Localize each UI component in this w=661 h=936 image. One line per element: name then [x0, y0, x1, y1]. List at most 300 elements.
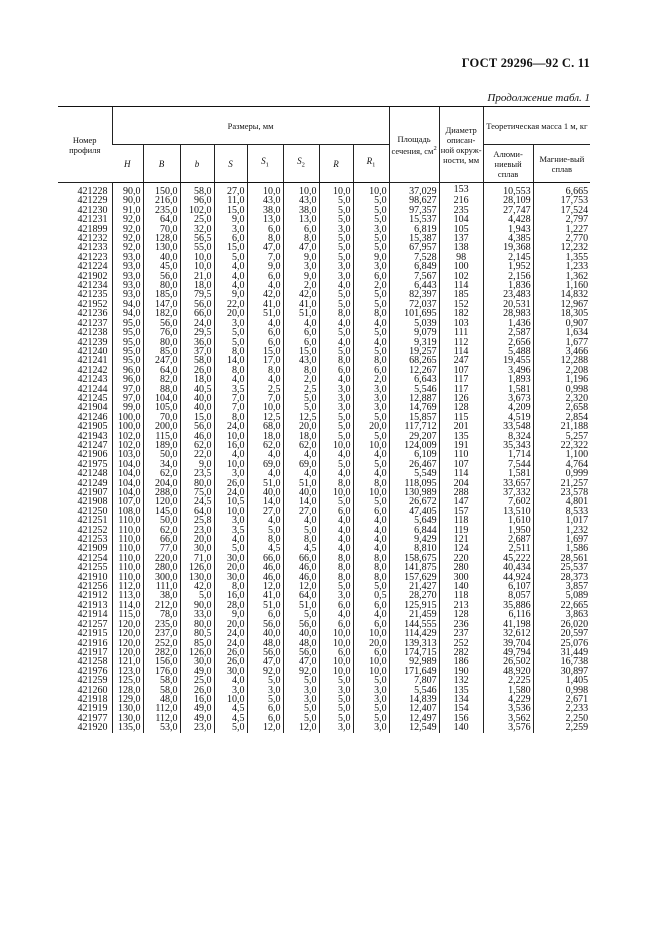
- cell-profile-number: 421247: [77, 439, 108, 451]
- cell-S: 16,0: [214, 591, 247, 600]
- cell-H: 130,0: [112, 704, 143, 713]
- cell-S2: 5,0: [283, 394, 319, 403]
- cell-S2: 47,0: [283, 243, 319, 252]
- cell-mass-magn: 21,257: [533, 479, 590, 488]
- cell-area: 5,039: [389, 319, 439, 328]
- cell-mass-alum: 8,324: [483, 432, 533, 441]
- cell-B: 70,0: [143, 225, 180, 234]
- cell-b: 40,0: [180, 394, 214, 403]
- cell-S1: 48,0: [247, 639, 283, 648]
- cell-S: 5,0: [214, 253, 247, 262]
- cell-S: 4,5: [214, 704, 247, 713]
- cell-S1: 12,0: [247, 723, 283, 732]
- cell-S1: 38,0: [247, 206, 283, 215]
- cell-S: 20,0: [214, 620, 247, 629]
- cell-B: 150,0: [143, 183, 180, 197]
- cell-b: 126,0: [180, 648, 214, 657]
- cell-H: 90,0: [112, 196, 143, 205]
- cell-H: 95,0: [112, 338, 143, 347]
- cell-mass-magn: 28,373: [533, 573, 590, 582]
- cell-mass-magn: 0,998: [533, 686, 590, 695]
- cell-mass-alum: 49,794: [483, 648, 533, 657]
- cell-diameter: 135: [439, 432, 483, 441]
- cell-profile-number: 421913: [77, 599, 108, 611]
- cell-S: 3,0: [214, 469, 247, 478]
- cell-mass-alum: 1,943: [483, 225, 533, 234]
- cell-mass-magn: 1,100: [533, 450, 590, 459]
- cell-mass-alum: 1,580: [483, 686, 533, 695]
- cell-b: 26,0: [180, 686, 214, 695]
- cell-profile-number: 421252: [77, 524, 108, 536]
- cell-mass-magn: 26,020: [533, 620, 590, 629]
- cell-mass-alum: 3,576: [483, 723, 533, 732]
- cell-S1: 46,0: [247, 573, 283, 582]
- cell-H: 107,0: [112, 497, 143, 506]
- cell-B: 212,0: [143, 601, 180, 610]
- cell-S: 7,0: [214, 394, 247, 403]
- cell-H: 108,0: [112, 507, 143, 516]
- cell-area: 82,397: [389, 290, 439, 299]
- cell-profile-number: 421253: [77, 534, 108, 546]
- cell-S1: 10,0: [247, 183, 283, 197]
- cell-diameter: 247: [439, 356, 483, 365]
- cell-B: 147,0: [143, 300, 180, 309]
- profiles-table: [58, 106, 590, 733]
- cell-S1: 7,0: [247, 253, 283, 262]
- cell-H: 92,0: [112, 243, 143, 252]
- cell-S1: 17,0: [247, 356, 283, 365]
- cell-B: 104,0: [143, 394, 180, 403]
- cell-area: 7,567: [389, 272, 439, 281]
- cell-B: 66,0: [143, 535, 180, 544]
- cell-R1: 5,0: [353, 432, 389, 441]
- cell-R: 5,0: [319, 432, 353, 441]
- cell-B: 105,0: [143, 403, 180, 412]
- cell-b: 29,5: [180, 328, 214, 337]
- cell-b: 37,0: [180, 347, 214, 356]
- cell-R1: 3,0: [353, 262, 389, 271]
- cell-b: 18,0: [180, 281, 214, 290]
- header-diameter: Диаметр описан-ной окруж-ности, мм: [439, 107, 483, 183]
- cell-b: 96,0: [180, 196, 214, 205]
- cell-R1: 5,0: [353, 714, 389, 723]
- cell-mass-alum: 28,983: [483, 309, 533, 318]
- cell-S1: 4,0: [247, 469, 283, 478]
- cell-B: 56,0: [143, 319, 180, 328]
- cell-H: 104,0: [112, 460, 143, 469]
- cell-S1: 4,0: [247, 319, 283, 328]
- cell-R1: 10,0: [353, 183, 389, 197]
- cell-mass-magn: 23,578: [533, 488, 590, 497]
- table-row: [58, 183, 590, 197]
- cell-mass-magn: 6,665: [533, 183, 590, 197]
- cell-S2: 5,0: [283, 714, 319, 723]
- cell-R: 3,0: [319, 403, 353, 412]
- cell-mass-magn: 2,250: [533, 714, 590, 723]
- cell-S2: 18,0: [283, 432, 319, 441]
- cell-R1: 6,0: [353, 507, 389, 516]
- cell-diameter: 98: [439, 253, 483, 262]
- cell-mass-alum: 3,496: [483, 366, 533, 375]
- cell-R: 10,0: [319, 488, 353, 497]
- cell-profile-number: 421240: [77, 345, 108, 357]
- cell-R1: 4,0: [353, 526, 389, 535]
- cell-R1: 4,0: [353, 338, 389, 347]
- cell-S2: 4,0: [283, 450, 319, 459]
- cell-mass-magn: 2,854: [533, 413, 590, 422]
- cell-mass-alum: 3,562: [483, 714, 533, 723]
- cell-S: 30,0: [214, 667, 247, 676]
- cell-B: 50,0: [143, 516, 180, 525]
- cell-S1: 6,0: [247, 714, 283, 723]
- header-B: B: [143, 145, 180, 183]
- cell-R: 3,0: [319, 686, 353, 695]
- cell-R1: 3,0: [353, 225, 389, 234]
- cell-S2: 4,0: [283, 319, 319, 328]
- cell-mass-alum: 19,368: [483, 243, 533, 252]
- cell-S2: 15,0: [283, 347, 319, 356]
- cell-mass-alum: 2,145: [483, 253, 533, 262]
- cell-mass-magn: 4,801: [533, 497, 590, 506]
- cell-S2: 5,0: [283, 403, 319, 412]
- cell-area: 5,546: [389, 686, 439, 695]
- cell-S2: 5,0: [283, 610, 319, 619]
- cell-profile-number: 421232: [77, 233, 108, 245]
- cell-profile-number: 421244: [77, 383, 108, 395]
- cell-area: 26,467: [389, 460, 439, 469]
- cell-area: 97,357: [389, 206, 439, 215]
- cell-mass-magn: 12,288: [533, 356, 590, 365]
- cell-mass-alum: 7,544: [483, 460, 533, 469]
- cell-H: 97,0: [112, 385, 143, 394]
- cell-profile-number: 421257: [77, 618, 108, 630]
- cell-R1: 8,0: [353, 309, 389, 318]
- cell-H: 110,0: [112, 563, 143, 572]
- cell-S1: 9,0: [247, 262, 283, 271]
- cell-R1: 9,0: [353, 253, 389, 262]
- cell-mass-magn: 2,658: [533, 403, 590, 412]
- cell-R1: 4,0: [353, 469, 389, 478]
- cell-profile-number: 421254: [77, 552, 108, 564]
- cell-H: 110,0: [112, 544, 143, 553]
- cell-S2: 3,0: [283, 695, 319, 704]
- cell-area: 15,857: [389, 413, 439, 422]
- cell-profile-number: 421908: [77, 496, 108, 508]
- header-profile-number: Номер профиля: [58, 107, 112, 183]
- cell-R: 3,0: [319, 591, 353, 600]
- cell-profile-number: 421223: [77, 251, 108, 263]
- cell-mass-alum: 39,704: [483, 639, 533, 648]
- cell-S1: 18,0: [247, 432, 283, 441]
- header-theoretical-mass: Теоретическая масса 1 м, кг: [483, 107, 590, 145]
- cell-b: 85,0: [180, 639, 214, 648]
- cell-profile-number: 421255: [77, 562, 108, 574]
- cell-diameter: 117: [439, 375, 483, 384]
- cell-R1: 5,0: [353, 243, 389, 252]
- cell-diameter: 157: [439, 507, 483, 516]
- cell-area: 139,313: [389, 639, 439, 648]
- cell-mass-alum: 3,536: [483, 704, 533, 713]
- cell-area: 98,627: [389, 196, 439, 205]
- cell-H: 104,0: [112, 488, 143, 497]
- cell-S2: 12,5: [283, 413, 319, 422]
- cell-diameter: 107: [439, 366, 483, 375]
- cell-area: 7,807: [389, 676, 439, 685]
- cell-mass-alum: 7,602: [483, 497, 533, 506]
- cell-R: 10,0: [319, 639, 353, 648]
- cell-R1: 3,0: [353, 385, 389, 394]
- cell-R: 3,0: [319, 723, 353, 732]
- cell-mass-magn: 5,257: [533, 432, 590, 441]
- cell-S: 16,0: [214, 441, 247, 450]
- cell-b: 56,5: [180, 234, 214, 243]
- cell-R: 5,0: [319, 497, 353, 506]
- cell-R: 5,0: [319, 582, 353, 591]
- cell-R: 5,0: [319, 243, 353, 252]
- cell-H: 93,0: [112, 272, 143, 281]
- cell-R1: 5,0: [353, 582, 389, 591]
- cell-mass-alum: 10,553: [483, 183, 533, 197]
- cell-H: 120,0: [112, 648, 143, 657]
- cell-R1: 20,0: [353, 639, 389, 648]
- cell-mass-magn: 1,233: [533, 262, 590, 271]
- cell-S: 5,0: [214, 723, 247, 732]
- cell-R1: 3,0: [353, 394, 389, 403]
- cell-S: 4,0: [214, 262, 247, 271]
- cell-mass-alum: 48,920: [483, 667, 533, 676]
- cell-H: 93,0: [112, 253, 143, 262]
- cell-mass-alum: 2,156: [483, 272, 533, 281]
- cell-mass-alum: 35,886: [483, 601, 533, 610]
- cell-B: 182,0: [143, 309, 180, 318]
- cell-profile-number: 421241: [77, 355, 108, 367]
- cell-mass-magn: 16,738: [533, 657, 590, 666]
- cell-b: 126,0: [180, 563, 214, 572]
- cell-B: 64,0: [143, 366, 180, 375]
- cell-mass-magn: 2,671: [533, 695, 590, 704]
- cell-S1: 43,0: [247, 196, 283, 205]
- cell-R1: 6,0: [353, 366, 389, 375]
- cell-S2: 10,0: [283, 183, 319, 197]
- cell-area: 6,109: [389, 450, 439, 459]
- cell-area: 6,849: [389, 262, 439, 271]
- cell-S: 3,0: [214, 686, 247, 695]
- cell-R: 4,0: [319, 375, 353, 384]
- cell-B: 50,0: [143, 450, 180, 459]
- cell-diameter: 114: [439, 347, 483, 356]
- cell-mass-magn: 3,863: [533, 610, 590, 619]
- cell-S2: 6,0: [283, 338, 319, 347]
- cell-diameter: 100: [439, 262, 483, 271]
- cell-S1: 4,0: [247, 450, 283, 459]
- cell-R: 5,0: [319, 234, 353, 243]
- cell-S: 20,0: [214, 309, 247, 318]
- cell-R1: 5,0: [353, 347, 389, 356]
- cell-R1: 5,0: [353, 460, 389, 469]
- cell-area: 72,037: [389, 300, 439, 309]
- cell-S1: 41,0: [247, 300, 283, 309]
- cell-area: 12,887: [389, 394, 439, 403]
- cell-profile-number: 421242: [77, 364, 108, 376]
- cell-diameter: 191: [439, 441, 483, 450]
- cell-mass-alum: 27,747: [483, 206, 533, 215]
- cell-mass-magn: 2,233: [533, 704, 590, 713]
- cell-S2: 40,0: [283, 629, 319, 638]
- header-b: b: [180, 145, 214, 183]
- table-row: [58, 723, 590, 732]
- cell-b: 58,0: [180, 356, 214, 365]
- cell-mass-magn: 12,232: [533, 243, 590, 252]
- cell-profile-number: 421233: [77, 242, 108, 254]
- cell-b: 40,0: [180, 403, 214, 412]
- cell-S: 11,0: [214, 196, 247, 205]
- cell-diameter: 118: [439, 591, 483, 600]
- cell-R: 5,0: [319, 196, 353, 205]
- cell-area: 6,819: [389, 225, 439, 234]
- cell-H: 93,0: [112, 290, 143, 299]
- cell-R: 4,0: [319, 338, 353, 347]
- header-S1: $S_1$: [247, 145, 283, 183]
- cell-S: 10,0: [214, 507, 247, 516]
- cell-mass-magn: 17,524: [533, 206, 590, 215]
- cell-S1: 6,0: [247, 338, 283, 347]
- cell-S: 3,0: [214, 516, 247, 525]
- cell-b: 36,0: [180, 338, 214, 347]
- cell-B: 185,0: [143, 290, 180, 299]
- cell-profile-number: 421243: [77, 374, 108, 386]
- cell-H: 93,0: [112, 281, 143, 290]
- cell-B: 288,0: [143, 488, 180, 497]
- cell-S1: 27,0: [247, 507, 283, 516]
- cell-S1: 56,0: [247, 620, 283, 629]
- cell-S: 30,0: [214, 554, 247, 563]
- cell-R: 10,0: [319, 657, 353, 666]
- cell-area: 101,695: [389, 309, 439, 318]
- cell-profile-number: 421902: [77, 270, 108, 282]
- cell-S1: 5,0: [247, 526, 283, 535]
- cell-S1: 51,0: [247, 601, 283, 610]
- cell-b: 20,0: [180, 535, 214, 544]
- cell-mass-alum: 1,581: [483, 469, 533, 478]
- cell-diameter: 132: [439, 676, 483, 685]
- cell-mass-alum: 33,657: [483, 479, 533, 488]
- cell-R1: 8,0: [353, 563, 389, 572]
- cell-R1: 3,0: [353, 695, 389, 704]
- cell-S2: 13,0: [283, 215, 319, 224]
- cell-diameter: 102: [439, 272, 483, 281]
- cell-S: 10,0: [214, 432, 247, 441]
- cell-H: 90,0: [112, 183, 143, 197]
- cell-R1: 5,0: [353, 196, 389, 205]
- cell-S2: 5,0: [283, 676, 319, 685]
- cell-b: 16,0: [180, 695, 214, 704]
- cell-diameter: 119: [439, 526, 483, 535]
- cell-mass-alum: 26,502: [483, 657, 533, 666]
- cell-B: 252,0: [143, 639, 180, 648]
- cell-R: 5,0: [319, 460, 353, 469]
- cell-mass-alum: 1,893: [483, 375, 533, 384]
- cell-b: 26,0: [180, 366, 214, 375]
- cell-b: 5,0: [180, 591, 214, 600]
- cell-S2: 69,0: [283, 460, 319, 469]
- cell-R: 5,0: [319, 714, 353, 723]
- cell-R1: 5,0: [353, 234, 389, 243]
- cell-profile-number: 421918: [77, 693, 108, 705]
- cell-diameter: 235: [439, 206, 483, 215]
- cell-b: 56,0: [180, 300, 214, 309]
- cell-H: 110,0: [112, 535, 143, 544]
- cell-profile-number: 421910: [77, 571, 108, 583]
- cell-S2: 40,0: [283, 488, 319, 497]
- cell-R1: 4,0: [353, 319, 389, 328]
- cell-S: 26,0: [214, 657, 247, 666]
- cell-mass-alum: 2,656: [483, 338, 533, 347]
- cell-R: 4,0: [319, 610, 353, 619]
- cell-profile-number: 421920: [77, 722, 108, 734]
- cell-S1: 56,0: [247, 648, 283, 657]
- cell-R1: 10,0: [353, 667, 389, 676]
- cell-mass-magn: 2,797: [533, 215, 590, 224]
- cell-B: 145,0: [143, 507, 180, 516]
- cell-B: 204,0: [143, 479, 180, 488]
- cell-b: 21,0: [180, 272, 214, 281]
- cell-B: 189,0: [143, 441, 180, 450]
- cell-S: 10,0: [214, 695, 247, 704]
- cell-S2: 6,0: [283, 225, 319, 234]
- cell-H: 120,0: [112, 639, 143, 648]
- cell-profile-number: 421905: [77, 421, 108, 433]
- cell-diameter: 252: [439, 639, 483, 648]
- cell-S1: 68,0: [247, 422, 283, 431]
- cell-S1: 66,0: [247, 554, 283, 563]
- cell-R1: 10,0: [353, 441, 389, 450]
- cell-R: 8,0: [319, 309, 353, 318]
- cell-mass-magn: 1,196: [533, 375, 590, 384]
- cell-S1: 6,0: [247, 610, 283, 619]
- cell-mass-alum: 1,610: [483, 516, 533, 525]
- cell-profile-number: 421231: [77, 214, 108, 226]
- cell-H: 125,0: [112, 676, 143, 685]
- cell-profile-number: 421228: [77, 186, 108, 197]
- cell-H: 128,0: [112, 686, 143, 695]
- cell-S: 5,0: [214, 328, 247, 337]
- cell-S2: 51,0: [283, 479, 319, 488]
- cell-S: 7,0: [214, 403, 247, 412]
- cell-S1: 7,0: [247, 394, 283, 403]
- cell-mass-alum: 8,057: [483, 591, 533, 600]
- cell-diameter: 124: [439, 544, 483, 553]
- cell-area: 47,405: [389, 507, 439, 516]
- cell-mass-magn: 20,597: [533, 629, 590, 638]
- cell-b: 49,0: [180, 714, 214, 723]
- cell-area: 12,407: [389, 704, 439, 713]
- cell-profile-number: 421250: [77, 505, 108, 517]
- cell-H: 95,0: [112, 356, 143, 365]
- cell-H: 110,0: [112, 526, 143, 535]
- cell-area: 5,546: [389, 385, 439, 394]
- cell-H: 95,0: [112, 328, 143, 337]
- cell-area: 144,555: [389, 620, 439, 629]
- cell-mass-alum: 1,836: [483, 281, 533, 290]
- cell-mass-alum: 6,116: [483, 610, 533, 619]
- cell-diameter: 237: [439, 629, 483, 638]
- cell-R1: 2,0: [353, 375, 389, 384]
- cell-R1: 4,0: [353, 450, 389, 459]
- cell-S: 4,0: [214, 450, 247, 459]
- cell-S: 8,0: [214, 582, 247, 591]
- cell-diameter: 153: [439, 183, 483, 197]
- cell-diameter: 126: [439, 394, 483, 403]
